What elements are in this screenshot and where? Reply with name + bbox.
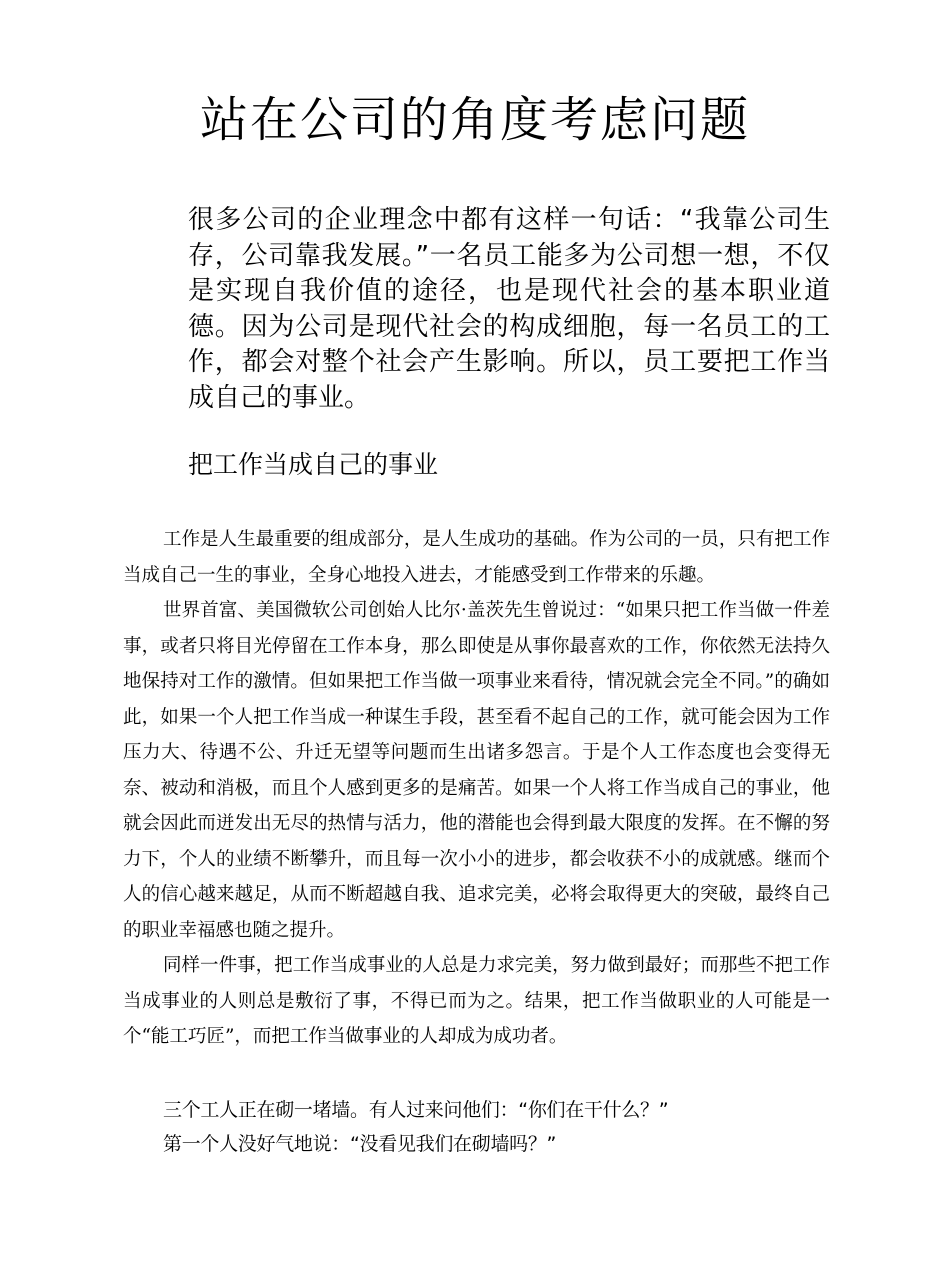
document-title: 站在公司的角度考虑问题 [199, 92, 750, 148]
body-text [123, 522, 830, 1055]
body-paragraph: 世界首富、美国微软公司创始人比尔·盖茨先生曾说过：“如果只把工作当做一件差事，或者只将目光停留在工作本身，那么即使是从事你最喜欢的工作，你依然无法持久地保持对工作的激情。但如果把工作当做一项事业来看待，情况就会完全不同。”的确如此，如果一个人把工作当成一种谋生手段，甚至看不起自己的工作，就可能会因为工作压力大、待遇不公、升迁无望等问题而生出诸多怨言。于是个人工作态度也会变得无奈、被动和消极，而且个人感到更多的是痛苦。如果一个人将工作当成自己的事业，他就会因此而迸发出无尽的热情与活力，他的潜能也会得到最大限度的发挥。在不懈的努力下，个人的业绩不断攀升，而且每一次小小的进步，都会收获不小的成就感。继而个人的信心越来越足，从而不断超越自我、追求完美，必将会取得更大的突破，最终自己的职业幸福感也随之提升。 [123, 600, 830, 941]
section-heading: 把工作当成自己的事业 [188, 450, 439, 479]
dialog-line: 三个工人正在砌一堵墙。有人过来问他们：“你们在干什么？” [163, 1099, 669, 1121]
intro-paragraph: 很多公司的企业理念中都有这样一句话：“我靠公司生存，公司靠我发展。”一名员工能多为公司想一想，不仅是实现自我价值的途径，也是现代社会的基本职业道德。因为公司是现代社会的构成细胞，每一名员工的工作，都会对整个社会产生影响。所以，员工要把工作当成自己的事业。 [188, 205, 830, 413]
body-paragraph: 工作是人生最重要的组成部分，是人生成功的基础。作为公司的一员，只有把工作当成自己一生的事业，全身心地投入进去，才能感受到工作带来的乐趣。 [123, 529, 830, 586]
dialog-line: 第一个人没好气地说：“没看见我们在砌墙吗？” [163, 1133, 557, 1155]
body-paragraph: 同样一件事，把工作当成事业的人总是力求完美，努力做到最好；而那些不把工作当成事业的人则总是敷衍了事，不得已而为之。结果，把工作当做职业的人可能是一个“能工巧匠”，而把工作当做事业的人却成为成功者。 [123, 955, 830, 1047]
